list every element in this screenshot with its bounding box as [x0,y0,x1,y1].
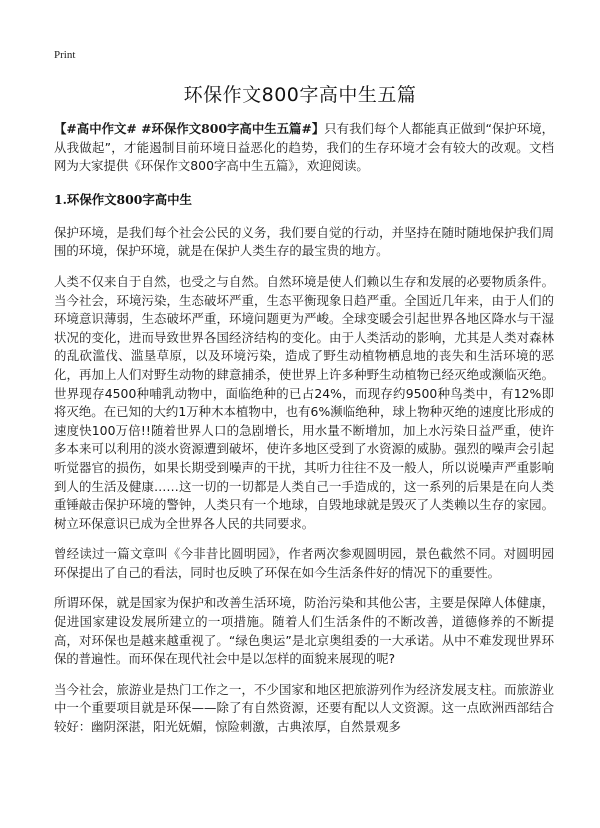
body-paragraph-5: 当今社会，旅游业是热门工作之一，不少国家和地区把旅游列作为经济发展支柱。而旅游业中一个重要项目就是环保——除了有自然资源，还要有配以人文资源。这一点欧洲西部结合较好：幽阴深湛，阳光妩媚，惊险刺激，古典浓厚，自然景观多 [54,681,554,735]
intro-paragraph [54,120,554,176]
body-paragraph-1: 保护环境，是我们每个社会公民的义务，我们要自觉的行动，并坚持在随时随地保护我们周围的环境，保护环境，就是在保护人类生存的最宝贵的地方。 [54,224,554,259]
body-paragraph-2: 人类不仅来自于自然，也受之与自然。自然环境是使人们赖以生存和发展的必要物质条件。当今社会，环境污染，生态破坏严重，生态平衡现象日趋严重。全国近几年来，由于人们的环境意识薄弱，生态破坏严重，环境问题更为严峻。全球变暖会引起世界各地区降水与干湿状况的变化，进而导致世界各国经济结构的变化。由于人类活动的影响，尤其是人类对森林的乱砍滥伐、滥垦草原，以及环境污染，造成了野生动植物栖息地的丧失和生活环境的恶化，再加上人们对野生动物的肆意捕杀，使世界上许多种野生动植物已经灭绝或濒临灭绝。世界现存4500种哺乳动物中，面临绝种的已占24%，而现存约9500种鸟类中，有12%即将灭绝。在已知的大约1万种木本植物中，也有6%濒临绝种，球上物种灭绝的速度比形成的速度快100万倍!!随着世界人口的急剧增长，用水量不断增加，加上水污染日益严重，使许多本来可以利用的淡水资源遭到破坏，使许多地区受到了水资源的威胁。强烈的噪声会引起听觉器官的损伤，如果长期受到噪声的干扰，其听力往往不及一般人，所以说噪声严重影响到人的生活及健康……这一切的一切都是人类自己一手造成的，这一系列的后果是在向人类重锤敲击保护环境的警钟，人类只有一个地球，自毁地球就是毁灭了人类赖以生存的家园。树立环保意识已成为全世界各人民的共同要求。 [54,273,554,531]
intro-text: 只有我们每个人都能真正做到“保护环境，从我做起”，才能遏制目前环境日益恶化的趋势，我们的生存环境才会有较大的改观。文档网为大家提供《环保作文800字高中生五篇》，欢迎阅读。 [54,121,554,174]
intro-tags: 【#高中作文# #环保作文800字高中生五篇#】 [54,121,325,136]
document-title: 环保作文800字高中生五篇 [183,84,417,106]
print-label: Print [54,49,76,61]
document-body [54,120,554,749]
section-heading: 1.环保作文800字高中生 [54,191,192,207]
body-paragraph-4: 所谓环保，就是国家为保护和改善生活环境，防治污染和其他公害，主要是保障人体健康，促进国家建设发展所建立的一项措施。随着人们生活条件的不断改善，道德修养的不断提高，对环保也是越来越重视了。“绿色奥运”是北京奥组委的一大承诺。从中不难发现世界环保的普遍性。而环保在现代社会中是以怎样的面貌来展现的呢? [54,595,554,667]
body-paragraph-3: 曾经读过一篇文章叫《今非昔比圆明园》，作者两次参观圆明园，景色截然不同。对圆明园环保提出了自己的看法，同时也反映了环保在如今生活条件好的情况下的重要性。 [54,546,554,580]
